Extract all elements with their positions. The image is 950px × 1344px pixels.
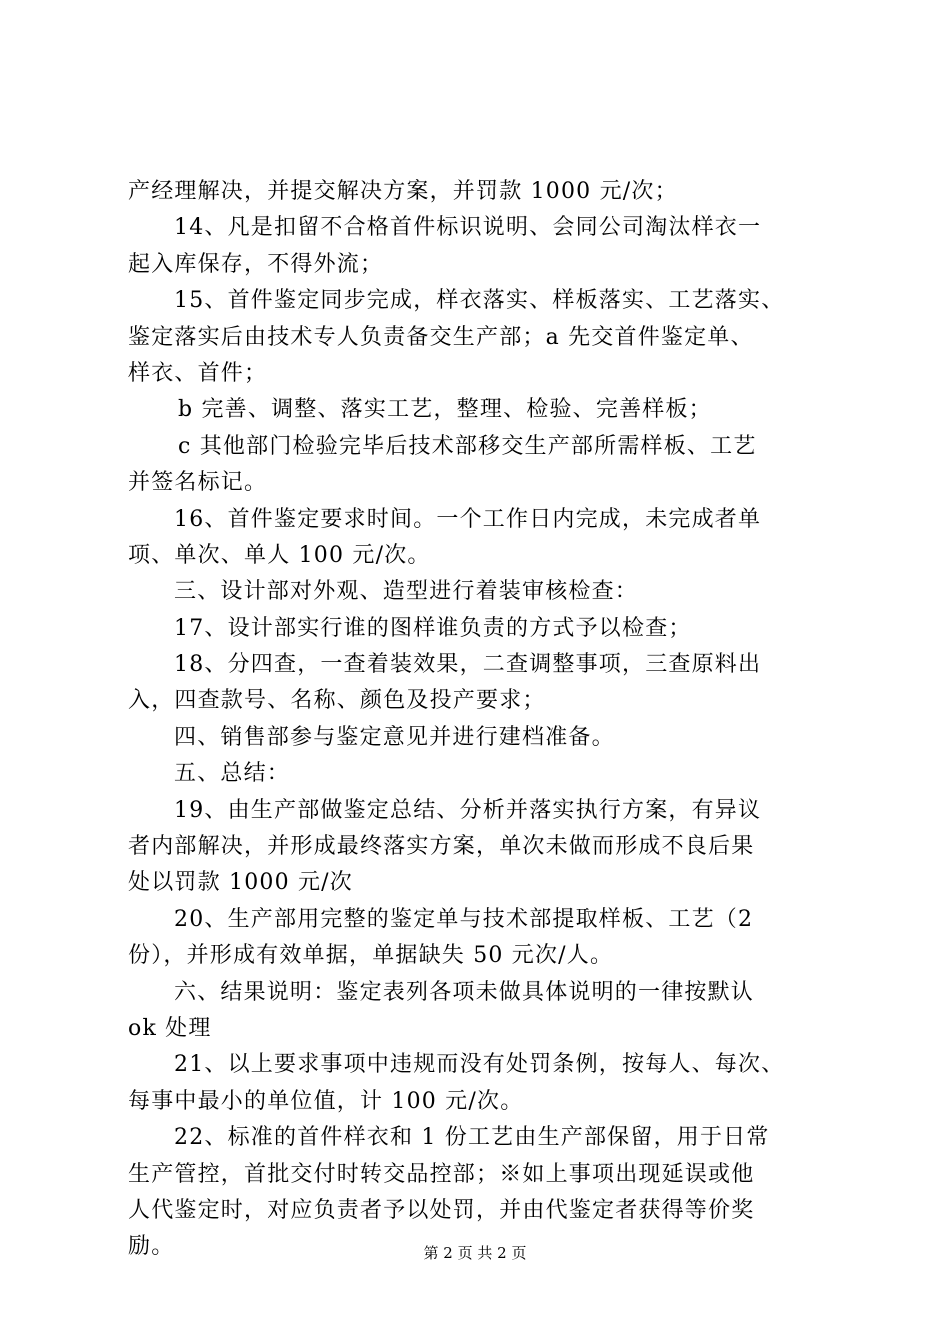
text-line: ok 处理: [128, 1015, 212, 1041]
text-line: 22、标准的首件样衣和 1 份工艺由生产部保留，用于日常: [174, 1125, 770, 1151]
text-line: 15、首件鉴定同步完成，样衣落实、样板落实、工艺落实、: [174, 288, 785, 314]
text-line: 生产管控，首批交付时转交品控部；※如上事项出现延误或他: [128, 1161, 755, 1187]
text-line: 17、设计部实行谁的图样谁负责的方式予以检查；: [174, 615, 692, 641]
text-line: 三、设计部对外观、造型进行着装审核检查：: [174, 579, 639, 605]
text-line: 鉴定落实后由技术专人负责备交生产部；a 先交首件鉴定单、: [128, 324, 754, 350]
text-line: c 其他部门检验完毕后技术部移交生产部所需样板、工艺: [178, 433, 757, 459]
text-line: 励。: [128, 1234, 175, 1260]
text-line: b 完善、调整、落实工艺，整理、检验、完善样板；: [178, 397, 712, 423]
document-body: [128, 174, 840, 1266]
text-line: 五、总结：: [174, 761, 291, 787]
text-line: 份），并形成有效单据，单据缺失 50 元次/人。: [128, 943, 614, 969]
text-line: 起入库保存，不得外流；: [128, 251, 384, 277]
text-line: 处以罚款 1000 元/次: [128, 870, 353, 896]
text-line: 产经理解决，并提交解决方案，并罚款 1000 元/次；: [128, 179, 678, 204]
text-line: 19、由生产部做鉴定总结、分析并落实执行方案，有异议: [174, 797, 762, 823]
text-line: 21、以上要求事项中违规而没有处罚条例，按每人、每次、: [174, 1052, 785, 1078]
text-line: 者内部解决，并形成最终落实方案，单次未做而形成不良后果: [128, 834, 755, 860]
text-line: 并签名标记。: [128, 470, 268, 496]
text-line: 20、生产部用完整的鉴定单与技术部提取样板、工艺（2: [174, 906, 754, 932]
text-line: 14、凡是扣留不合格首件标识说明、会同公司淘汰样衣一: [174, 215, 762, 241]
text-line: 样衣、首件；: [128, 360, 268, 386]
text-line: 每事中最小的单位值，计 100 元/次。: [128, 1088, 524, 1114]
text-line: 项、单次、单人 100 元/次。: [128, 542, 431, 568]
text-line: 18、分四查，一查着装效果，二查调整事项，三查原料出: [174, 652, 762, 678]
text-line: 16、首件鉴定要求时间。一个工作日内完成，未完成者单: [174, 506, 762, 532]
text-line: 人代鉴定时，对应负责者予以处罚，并由代鉴定者获得等价奖: [128, 1197, 755, 1223]
text-line: 四、销售部参与鉴定意见并进行建档准备。: [174, 724, 615, 750]
page-footer: 第 2 页 共 2 页: [423, 1244, 527, 1262]
text-line: 六、结果说明：鉴定表列各项未做具体说明的一律按默认: [174, 979, 755, 1005]
text-line: 入，四查款号、名称、颜色及投产要求；: [128, 688, 546, 714]
